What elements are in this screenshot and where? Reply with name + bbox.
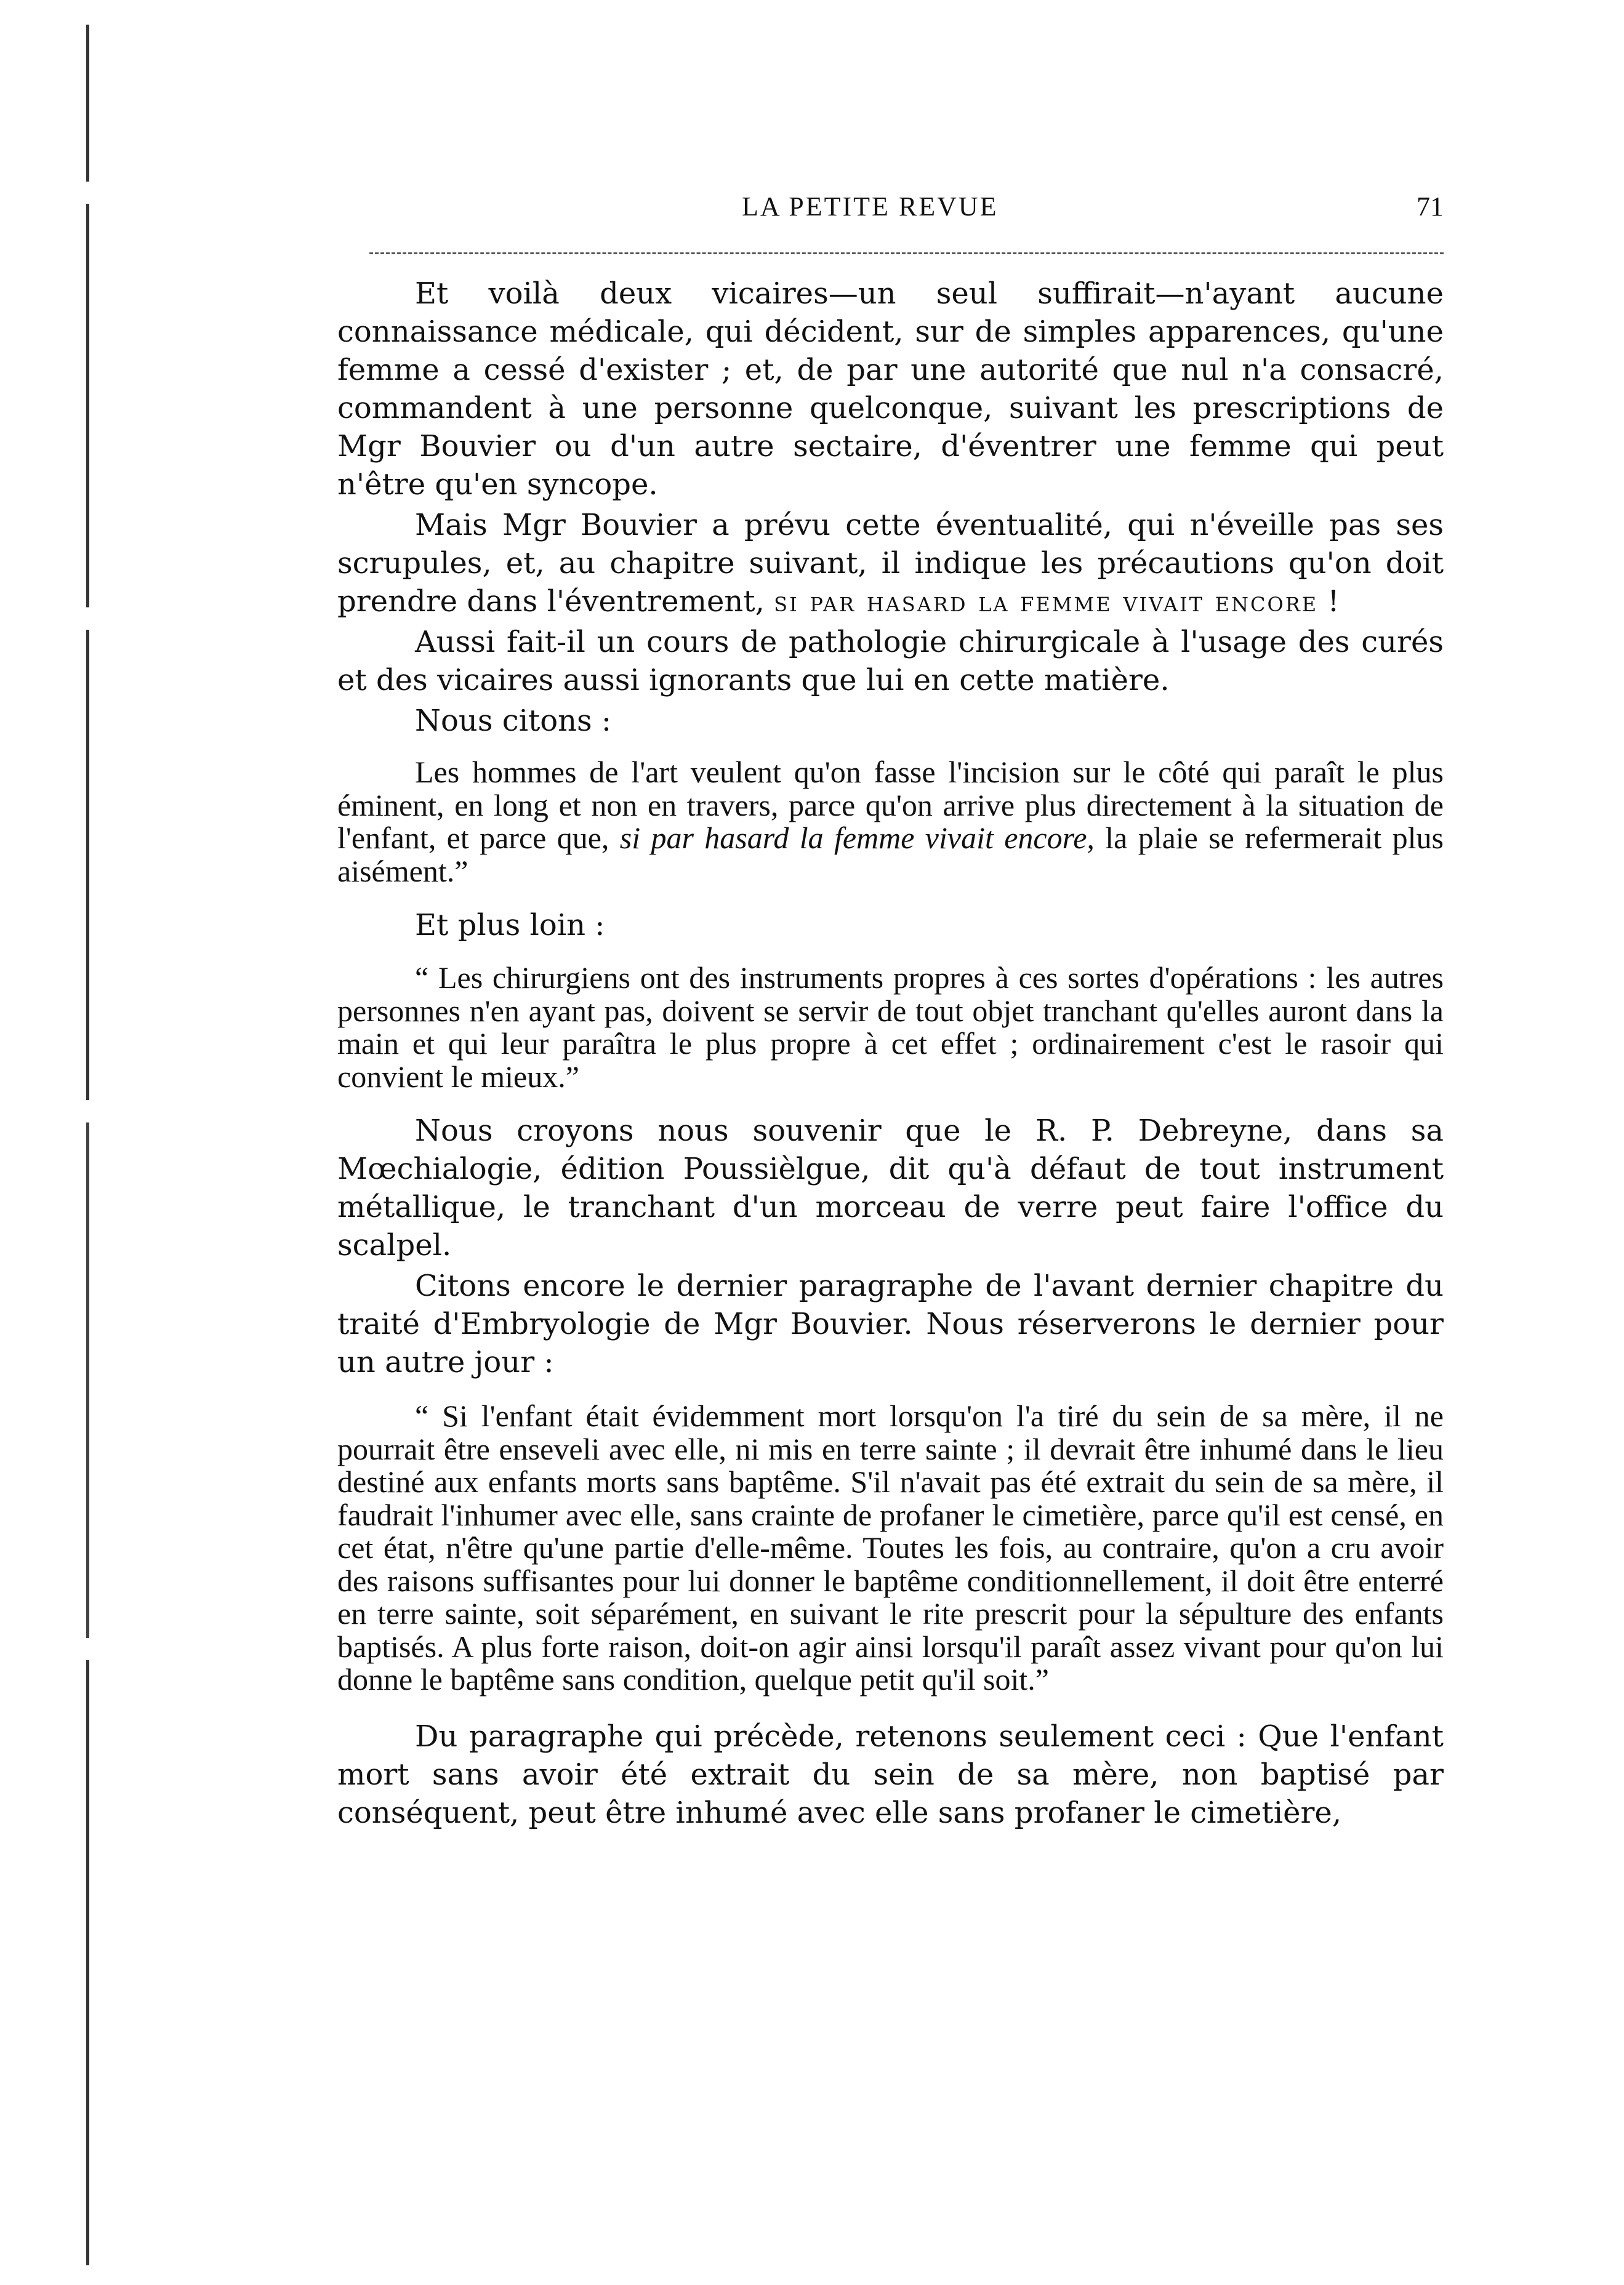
quote-sepulture [337, 1400, 1444, 1697]
paragraph-text: Nous croyons nous souvenir que le R. P. Debreyne, dans sa Mœchialogie, édition Poussièlgue, dit qu'à défaut de tout instrument métallique, le tranchant d'un morceau de verre peut faire l'office du scalpel. [337, 1114, 1444, 1263]
quote-text: “ Si l'enfant était évidemment mort lorsqu'on l'a tiré du sein de sa mère, il ne pourrait être enseveli avec elle, ni mis en terre sainte ; il devrait être inhumé dans le lieu destiné aux enfants morts sans baptême. S'il n'avait pas été extrait du sein de sa mère, il faudrait l'inhumer avec elle, sans crainte de profaner le cimetière, parce qu'il est censé, en cet état, n'être qu'une partie d'elle-même. Toutes les fois, au contraire, qu'on a cru avoir des raisons suffisantes pour lui donner le baptême conditionnellement, il doit être enterré en terre sainte, soit séparément, en suivant le rite prescrit pour la sépulture des enfants baptisés. A plus forte raison, doit-on agir ainsi lorsqu'il paraît assez vivant pour qu'on lui donne le baptême sans condition, quelque petit qu'il soit.” [337, 1399, 1444, 1697]
paragraph-text: ! [1318, 584, 1340, 619]
running-title: LA PETITE REVUE [742, 191, 999, 222]
quote-chirurgiens [337, 962, 1444, 1093]
paragraph-pathologie [337, 623, 1444, 699]
paragraph-mgr-bouvier [337, 506, 1444, 620]
paragraph-text: Nous citons : [415, 704, 612, 738]
smallcaps-emphasis: si par hasard la femme vivait encore [774, 585, 1319, 618]
paragraph-et-plus-loin [337, 906, 1444, 944]
paragraph-text: Aussi fait-il un cours de pathologie chirurgicale à l'usage des curés et des vicaires aussi ignorants que lui en cette matière. [337, 625, 1444, 697]
paragraph-text: Et voilà deux vicaires—un seul suffirait—n'ayant aucune connaissance médicale, qui décident, sur de simples apparences, qu'une femme a cessé d'exister ; et, de par une autorité que nul n'a consacré, commandent à une personne quelconque, suivant les prescriptions de Mgr Bouvier ou d'un autre sectaire, d'éventrer une femme qui peut n'être qu'en syncope. [337, 276, 1444, 502]
paragraph-vicaires [337, 275, 1444, 504]
header-rule [369, 252, 1444, 254]
paragraph-debreyne [337, 1112, 1444, 1264]
paragraph-text: Du paragraphe qui précède, retenons seulement ceci : Que l'enfant mort sans avoir été extrait du sein de sa mère, non baptisé par conséquent, peut être inhumé avec elle sans profaner le cimetière, [337, 1719, 1444, 1830]
paragraph-text: Mais Mgr Bouvier a prévu cette éventualité, qui n'éveille pas ses scrupules, et, au chapitre suivant, il indique les précautions qu'on doit prendre dans l'éventrement, [337, 508, 1444, 619]
paragraph-nous-citons [337, 702, 1444, 740]
quote-text: Les hommes de l'art veulent qu'on fasse l'incision sur le côté qui paraît le plus éminent, en long et non en travers, parce qu'on arrive plus directement à la situation de l'enfant, et parce que, [337, 755, 1444, 855]
quote-incision [337, 756, 1444, 888]
paragraph-text: Et plus loin : [415, 908, 605, 942]
page-header [742, 191, 1444, 240]
page-number: 71 [1417, 191, 1444, 222]
italic-emphasis: si par hasard la femme vivait encore, [619, 821, 1095, 855]
paragraph-citons-encore [337, 1267, 1444, 1381]
page-body [337, 275, 1444, 1832]
paragraph-conclusion [337, 1717, 1444, 1832]
quote-text: la plaie se refermerait plus aisément.” [337, 821, 1444, 888]
quote-text: “ Les chirurgiens ont des instruments propres à ces sortes d'opérations : les autres personnes n'en ayant pas, doivent se servir de tout objet tranchant qu'elles auront dans la main et qui leur paraîtra le plus propre à cet effet ; ordinairement c'est le rasoir qui convient le mieux.” [337, 960, 1444, 1094]
page-binding-edge [86, 25, 89, 2265]
paragraph-text: Citons encore le dernier paragraphe de l'avant dernier chapitre du traité d'Embryologie de Mgr Bouvier. Nous réserverons le dernier pour un autre jour : [337, 1269, 1444, 1379]
